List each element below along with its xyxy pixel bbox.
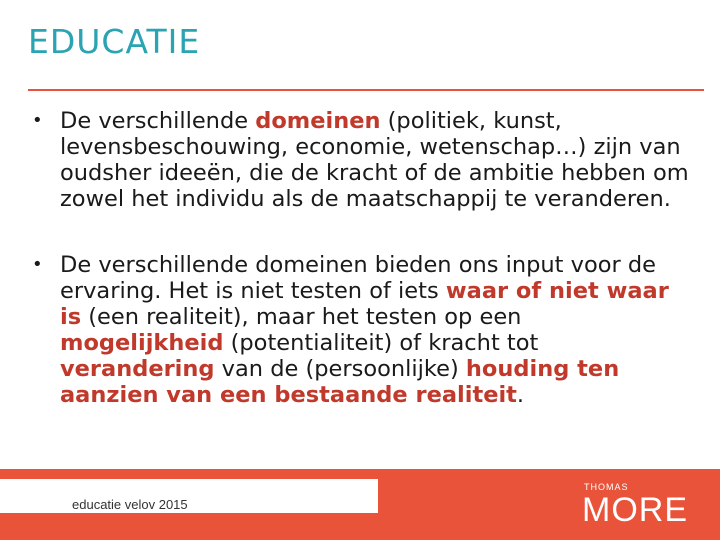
highlighted-term: mogelijkheid (60, 330, 224, 356)
highlighted-term: domeinen (255, 108, 381, 134)
bullet-text (60, 108, 689, 212)
highlighted-term: houding ten aanzien van een bestaande realiteit (60, 356, 620, 408)
footer-text: educatie velov 2015 (72, 497, 188, 512)
bullet-list (30, 108, 690, 408)
text-segment: . (516, 382, 525, 408)
text-segment: (potentialiteit) of kracht tot (223, 330, 539, 356)
text-segment: De verschillende (60, 108, 256, 134)
logo-top-text: THOMAS (584, 482, 629, 492)
slide-title: EDUCATIE (28, 22, 201, 61)
title-divider (28, 89, 704, 91)
text-segment: van de (persoonlijke) (214, 356, 466, 382)
bullet-item (30, 252, 690, 408)
bullet-item (30, 108, 690, 212)
thomas-more-logo (580, 480, 690, 530)
text-segment: (politiek, kunst, levensbeschouwing, economie, wetenschap…) zijn van oudsher ideeën, die de kracht of de ambitie hebben om zowel het individu als de maatschappij te veranderen. (60, 108, 689, 212)
footer-label-box (0, 479, 378, 513)
bullet-dot-icon: • (32, 254, 43, 275)
highlighted-term: waar of niet waar is (60, 278, 669, 330)
bullet-dot-icon: • (32, 110, 43, 131)
text-segment: (een realiteit), maar het testen op een (81, 304, 522, 330)
bullet-text (60, 252, 669, 408)
text-segment: De verschillende domeinen bieden ons input voor de ervaring. Het is niet testen of iets (60, 252, 657, 304)
logo-main-text: MORE (582, 491, 688, 529)
highlighted-term: verandering (60, 356, 215, 382)
